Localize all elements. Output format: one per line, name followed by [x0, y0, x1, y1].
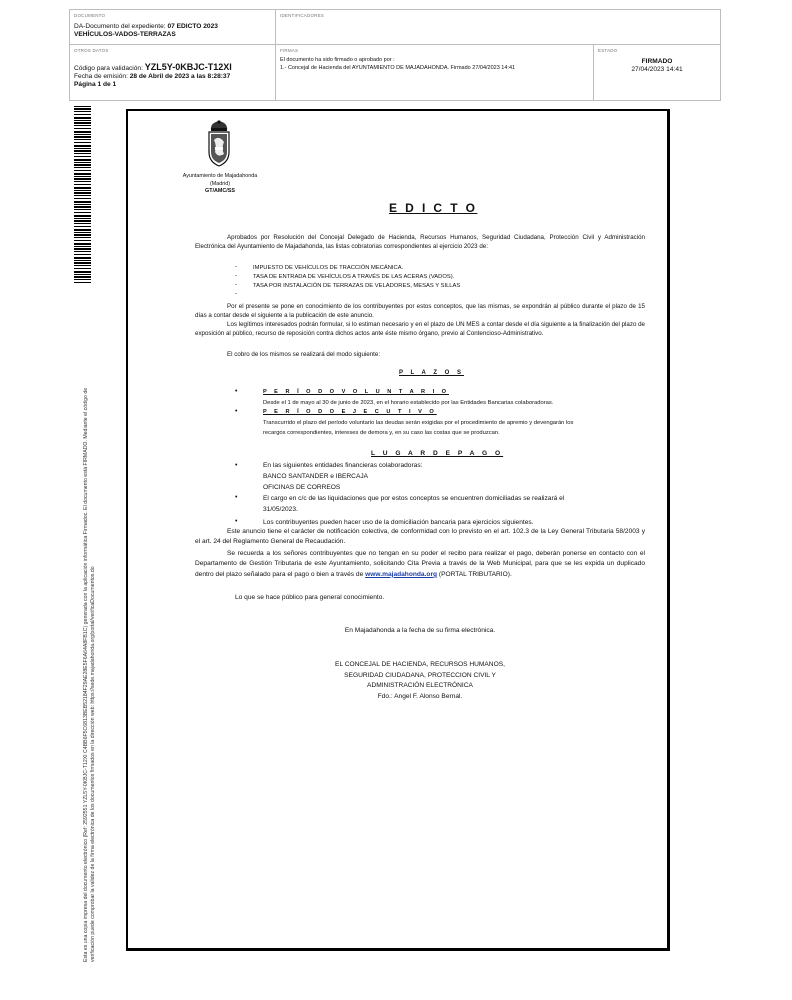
item-terrazas: TASA POR INSTALACIÓN DE TERRAZAS DE VELADORES, MESAS Y SILLAS [253, 283, 461, 289]
majadahonda-link[interactable]: www.majadahonda.org [365, 570, 438, 578]
voluntario-heading: P E R Í O D O V O L U N T A R I O [263, 389, 450, 395]
estado-date: 27/04/2023 14:41 [631, 66, 683, 73]
bullet: • [235, 408, 238, 415]
oficinas-correos: OFICINAS DE CORREOS [263, 484, 341, 491]
publico-text: Lo que se hace público para general conocimiento. [235, 594, 385, 601]
firma-cargo-1: EL CONCEJAL DE HACIENDA, RECURSOS HUMANOS, [335, 661, 505, 668]
bullet: • [235, 518, 238, 525]
documento-cell [70, 10, 276, 45]
paragraph-recurso: Los legítimos interesados podrán formular, si lo estiman necesario y en el plazo de UN MES a contar desde el día siguiente a la finalización del plazo de exposición al público, recurso de reposición contra dichos actos ante éste mismo órgano, previo al Contencioso-Administrativo. [195, 321, 645, 338]
banco-santander: BANCO SANTANDER e IBERCAJA [263, 473, 369, 480]
domiciliacion-text: Los contribuyentes pueden hacer uso de la domiciliación bancaria para ejercicios siguientes. [263, 519, 534, 526]
otros-datos-cell [70, 45, 276, 100]
firmas-line1: El documento ha sido firmado o aprobado por : [280, 57, 395, 63]
fecha-firma: En Majadahonda a la fecha de su firma electrónica. [344, 627, 496, 634]
paragraph-cobro: El cobro de los mismos se realizará del modo siguiente: [227, 351, 381, 358]
ayuntamiento-ref: GT/AMC/SS [205, 188, 235, 194]
ayuntamiento-region: (Madrid) [209, 180, 231, 187]
estado-label: ESTADO [598, 48, 618, 53]
otros-datos-label: OTROS DATOS [74, 48, 109, 53]
ejecutivo-text-2: recargos correspondientes, intereses de demora y, en su caso las costas que se produzcan. [263, 430, 500, 436]
firmas-cell [276, 45, 594, 100]
identificadores-cell [276, 10, 720, 45]
codigo-value[interactable]: YZL5Y-0KBJC-T12XI [144, 62, 232, 72]
edicto-title: E D I C T O [389, 201, 478, 215]
item-dash: - [235, 264, 237, 270]
item-vados: TASA DE ENTRADA DE VEHÍCULOS A TRAVÉS DE LAS ACERAS (VADOS). [253, 274, 455, 280]
ayuntamiento-block [170, 173, 270, 196]
codigo-validacion: Código para validación: YZL5Y-0KBJC-T12XI [74, 62, 232, 72]
estado-value: FIRMADO [641, 58, 673, 65]
side-verification-text-2: verificación puede comprobar la validez de la firma electrónica de los documentos firmados en la dirección web: https://sede.majadahonda.org/portal/verificaDocumentos.do [90, 566, 96, 962]
bullet: • [235, 462, 238, 469]
anuncio-paragraph: Este anuncio tiene el carácter de notificación colectiva, de conformidad con lo previsto en el art. 102.3 de la Ley General Tributaria 58/2003 y el art. 24 del Reglamento General de Recaudación. [195, 528, 645, 545]
item-dash: - [235, 282, 237, 288]
firma-cargo-3: ADMINISTRACIÓN ELECTRÓNICA [367, 682, 473, 689]
documento-line2: VEHÍCULOS-VADOS-TERRAZAS [74, 31, 176, 38]
side-verification-text-1: Esta es una copia impresa del documento electrónico (Ref: 2592551 YZL5Y-0KBJC-T12XI C4BB6F5C6813BEB52184F29AE28E5F6A64A8FB1C) generada con la aplicación informática Firmadoc. El documento está FIRMADO. Mediante el código de [83, 387, 89, 962]
intro-paragraph: Aprobados por Resolución del Concejal Delegado de Hacienda, Recursos Humanos, Seguridad Ciudadana, Protección Civil y Administración Electrónica del Ayuntamiento de Majadahonda, las listas cobratorias correspondientes al ejercicio 2023 de: [195, 234, 645, 251]
barcode-graphic [74, 106, 91, 285]
fecha-emision: Fecha de emisión: 28 de Abril de 2023 a las 8:28:37 [74, 73, 231, 80]
paragraph-exposicion: Por el presente se pone en conocimiento de los contribuyentes por estos conceptos, que las mismas, se expondrán al público durante el plazo de 15 días a contar desde el siguiente a la publicación de este anuncio. [195, 303, 645, 320]
estado-cell [594, 45, 720, 100]
document-header [69, 9, 721, 101]
identificadores-label: IDENTIFICADORES [280, 13, 325, 18]
cargo-line1: El cargo en c/c de las liquidaciones que por estos conceptos se encuentren domiciliadas se realizará el [263, 495, 565, 502]
ejecutivo-heading: P E R Í O D O E J E C U T I V O [263, 409, 437, 415]
firmas-line2: 1.- Concejal de Hacienda del AYUNTAMIENTO DE MAJADAHONDA. Firmado 27/04/2023 14:41 [280, 65, 516, 71]
firma-cargo-2: SEGURIDAD CIUDADANA, PROTECCION CIVIL Y [344, 671, 496, 679]
item-dash: - [235, 291, 237, 297]
signature-block [300, 660, 540, 702]
bullet: • [235, 494, 238, 501]
bullet: • [235, 388, 238, 395]
plazos-heading: P L A Z O S [399, 370, 465, 376]
coat-of-arms-icon [206, 118, 232, 170]
documento-line1: DA-Documento del expediente: 07 EDICTO 2023 [74, 23, 218, 30]
pagina: Página 1 de 1 [74, 81, 117, 88]
ayuntamiento-name: Ayuntamiento de Majadahonda [182, 173, 258, 179]
voluntario-text: Desde el 1 de mayo al 30 de junio de 2023, en el horario establecido por las Entidades Bancarias colaboradoras. [263, 400, 554, 406]
firmas-label: FIRMAS [280, 48, 299, 53]
item-dash: - [235, 273, 237, 279]
cargo-line2: 31/05/2023. [263, 506, 298, 513]
lugar-entidades: En las siguientes entidades financieras colaboradoras: [263, 462, 423, 469]
recuerda-paragraph: Se recuerda a los señores contribuyentes que no tengan en su poder el recibo para realizar el pago, deberán ponerse en contacto con el Departamento de Gestión Tributaria de este Ayuntamiento, solicitando Cita Previa a través de la Web Municipal, para que se les expida un duplicado dentro del plazo señalado para el pago o bien a través de www.majadahonda.org (PORTAL TRIBUTARIO). [195, 550, 645, 578]
ejecutivo-text-1: Transcurrido el plazo del período voluntario las deudas serán exigidas por el procedimiento de apremio y devengarán los [263, 420, 574, 426]
lugar-pago-heading: L U G A R D E P A G O [371, 450, 504, 457]
documento-label: DOCUMENTO [74, 13, 106, 18]
firma-nombre: Fdo.: Angel F. Alonso Bernal. [377, 692, 463, 700]
item-impuesto: IMPUESTO DE VEHÍCULOS DE TRACCIÓN MECÁNICA. [253, 265, 404, 271]
